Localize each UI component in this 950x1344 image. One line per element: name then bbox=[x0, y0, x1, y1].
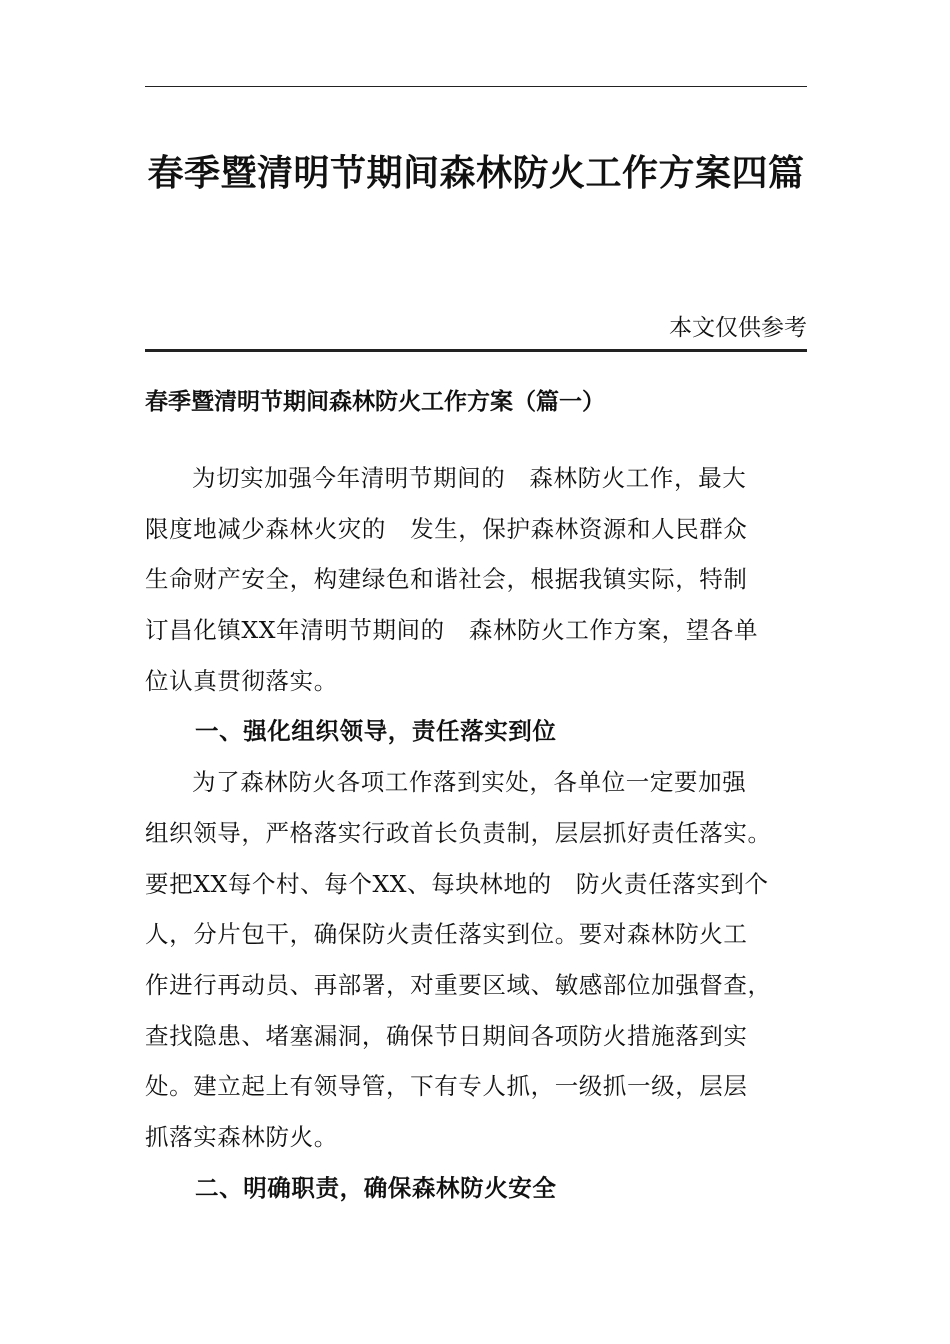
paragraph-line: 要把XX每个村、每个XX、每块林地的 防火责任落实到个 bbox=[145, 869, 769, 898]
paragraph-line: 抓落实森林防火。 bbox=[145, 1122, 338, 1151]
paragraph-line: 限度地减少森林火灾的 发生，保护森林资源和人民群众 bbox=[145, 514, 748, 543]
subsection-heading: 一、强化组织领导，责任落实到位 bbox=[195, 717, 557, 746]
paragraph-line: 为切实加强今年清明节期间的 森林防火工作，最大 bbox=[192, 464, 747, 492]
paragraph-line: 为了森林防火各项工作落到实处，各单位一定要加强 bbox=[192, 768, 747, 797]
paragraph-line: 处。建立起上有领导管，下有专人抓，一级抓一级，层层 bbox=[145, 1072, 748, 1101]
subsection-heading: 二、明确职责，确保森林防火安全 bbox=[195, 1173, 557, 1202]
reference-note: 本文仅供参考 bbox=[669, 315, 807, 341]
paragraph-line: 查找隐患、堵塞漏洞，确保节日期间各项防火措施落到实 bbox=[145, 1021, 748, 1050]
paragraph-line: 位认真贯彻落实。 bbox=[145, 666, 338, 695]
body-text bbox=[145, 453, 807, 1213]
paragraph-line: 人，分片包干，确保防火责任落实到位。要对森林防火工 bbox=[145, 920, 748, 949]
paragraph-line: 作进行再动员、再部署，对重要区域、敏感部位加强督查， bbox=[145, 970, 772, 999]
document-title: 春季暨清明节期间森林防火工作方案四篇 bbox=[147, 152, 805, 194]
paragraph-line: 生命财产安全，构建绿色和谐社会，根据我镇实际，特制 bbox=[145, 565, 748, 594]
paragraph-line: 组织领导，严格落实行政首长负责制，层层抓好责任落实。 bbox=[145, 818, 772, 847]
header-rule bbox=[145, 349, 807, 352]
paragraph-line: 订昌化镇XX年清明节期间的 森林防火工作方案，望各单 bbox=[145, 616, 759, 645]
top-rule bbox=[145, 86, 807, 87]
section-title: 春季暨清明节期间森林防火工作方案（篇一） bbox=[145, 388, 605, 415]
